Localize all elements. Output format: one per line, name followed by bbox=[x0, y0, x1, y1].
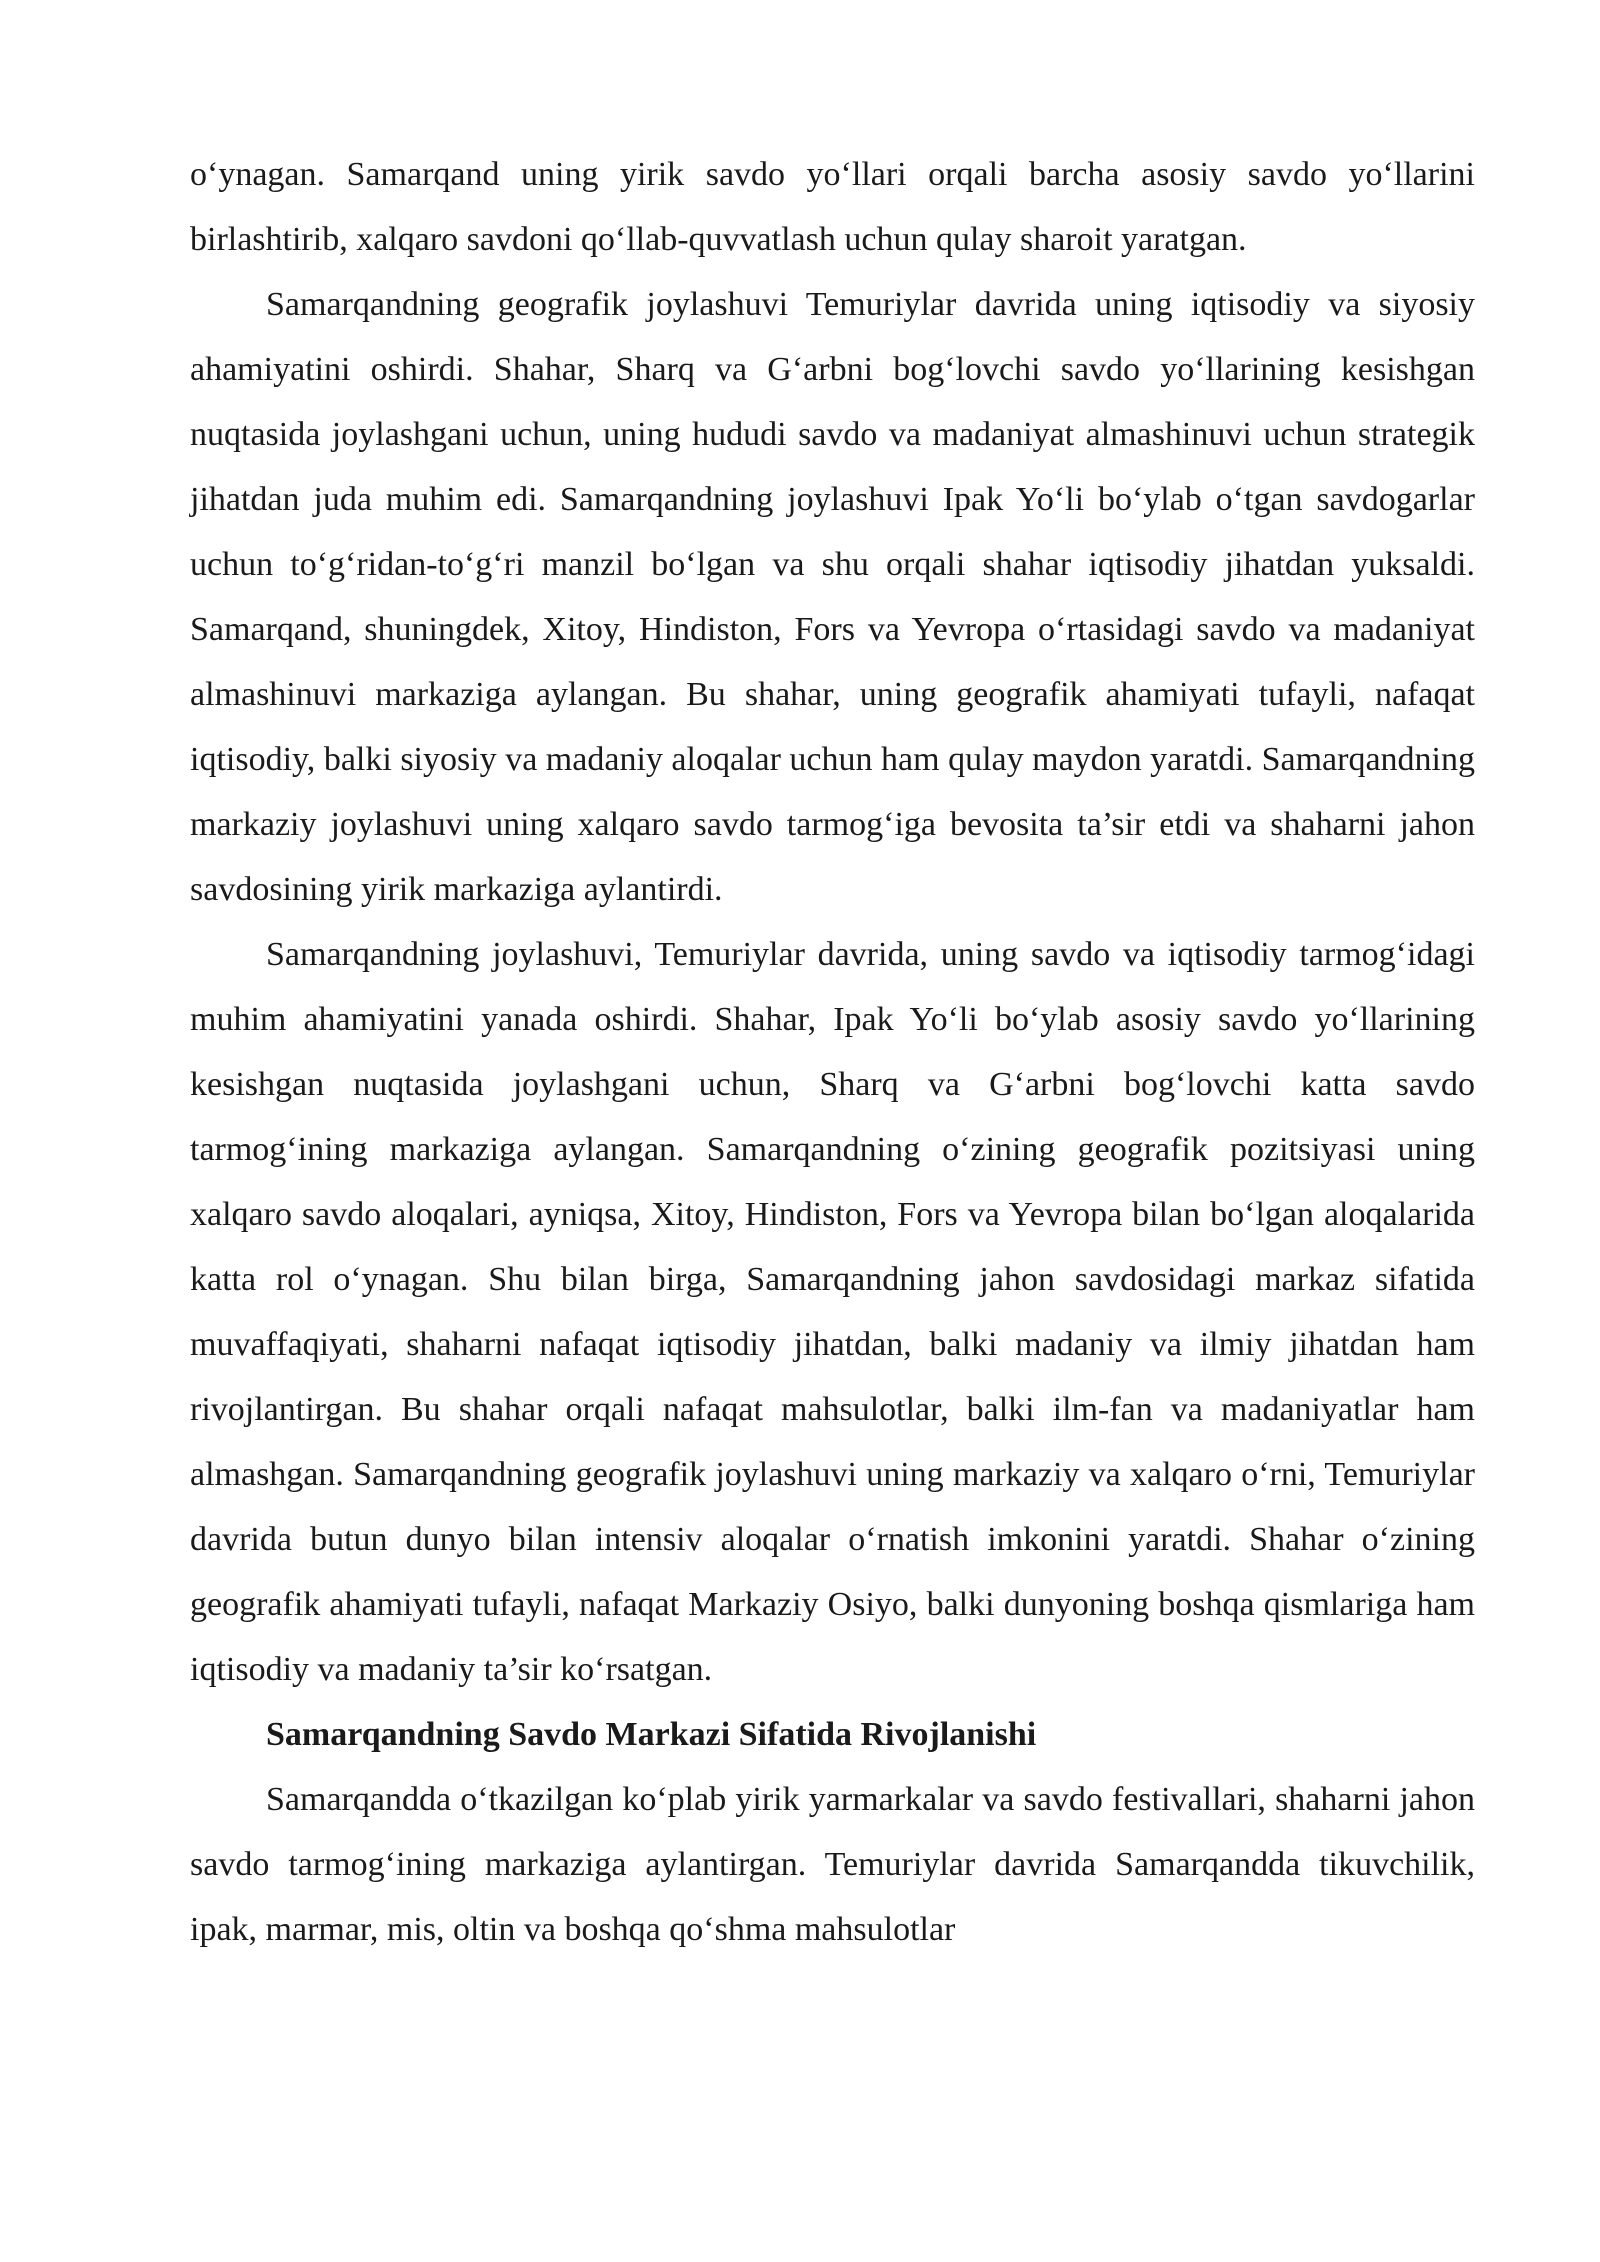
paragraph-continuation: o‘ynagan. Samarqand uning yirik savdo yo‘llari orqali barcha asosiy savdo yo‘llarini birlashtirib, xalqaro savdoni qo‘llab-quvvatlash uchun qulay sharoit yaratgan. bbox=[190, 156, 1475, 258]
paragraph-geographic-location: Samarqandning geografik joylashuvi Temuriylar davrida uning iqtisodiy va siyosiy ahamiyatini oshirdi. Shahar, Sharq va G‘arbni bog‘lovchi savdo yo‘llarining kesishgan nuqtasida joylashgani uchun, uning hududi savdo va madaniyat almashinuvi uchun strategik jihatdan juda muhim edi. Samarqandning joylashuvi Ipak Yo‘li bo‘ylab o‘tgan savdogarlar uchun to‘g‘ridan-to‘g‘ri manzil bo‘lgan va shu orqali shahar iqtisodiy jihatdan yuksaldi. Samarqand, shuningdek, Xitoy, Hindiston, Fors va Yevropa o‘rtasidagi savdo va madaniyat almashinuvi markaziga aylangan. Bu shahar, uning geografik ahamiyati tufayli, nafaqat iqtisodiy, balki siyosiy va madaniy aloqalar uchun ham qulay maydon yaratdi. Samarqandning markaziy joylashuvi uning xalqaro savdo tarmog‘iga bevosita ta’sir etdi va shaharni jahon savdosining yirik markaziga aylantirdi. bbox=[190, 286, 1475, 908]
paragraph-fairs-festivals: Samarqandda o‘tkazilgan ko‘plab yirik yarmarkalar va savdo festivallari, shaharni jahon savdo tarmog‘ining markaziga aylantirgan. Temuriylar davrida Samarqandda tikuvchilik, ipak, marmar, mis, oltin va boshqa qo‘shma mahsulotlar bbox=[190, 1781, 1475, 1948]
paragraph-trade-network: Samarqandning joylashuvi, Temuriylar davrida, uning savdo va iqtisodiy tarmog‘idagi muhim ahamiyatini yanada oshirdi. Shahar, Ipak Yo‘li bo‘ylab asosiy savdo yo‘llarining kesishgan nuqtasida joylashgani uchun, Sharq va G‘arbni bog‘lovchi katta savdo tarmog‘ining markaziga aylangan. Samarqandning o‘zining geografik pozitsiyasi uning xalqaro savdo aloqalari, ayniqsa, Xitoy, Hindiston, Fors va Yevropa bilan bo‘lgan aloqalarida katta rol o‘ynagan. Shu bilan birga, Samarqandning jahon savdosidagi markaz sifatida muvaffaqiyati, shaharni nafaqat iqtisodiy jihatdan, balki madaniy va ilmiy jihatdan ham rivojlantirgan. Bu shahar orqali nafaqat mahsulotlar, balki ilm-fan va madaniyatlar ham almashgan. Samarqandning geografik joylashuvi uning markaziy va xalqaro o‘rni, Temuriylar davrida butun dunyo bilan intensiv aloqalar o‘rnatish imkonini yaratdi. Shahar o‘zining geografik ahamiyati tufayli, nafaqat Markaziy Osiyo, balki dunyoning boshqa qismlariga ham iqtisodiy va madaniy ta’sir ko‘rsatgan. bbox=[190, 936, 1475, 1688]
section-heading: Samarqandning Savdo Markazi Sifatida Rivojlanishi bbox=[266, 1716, 1037, 1753]
document-page bbox=[190, 142, 1475, 1962]
